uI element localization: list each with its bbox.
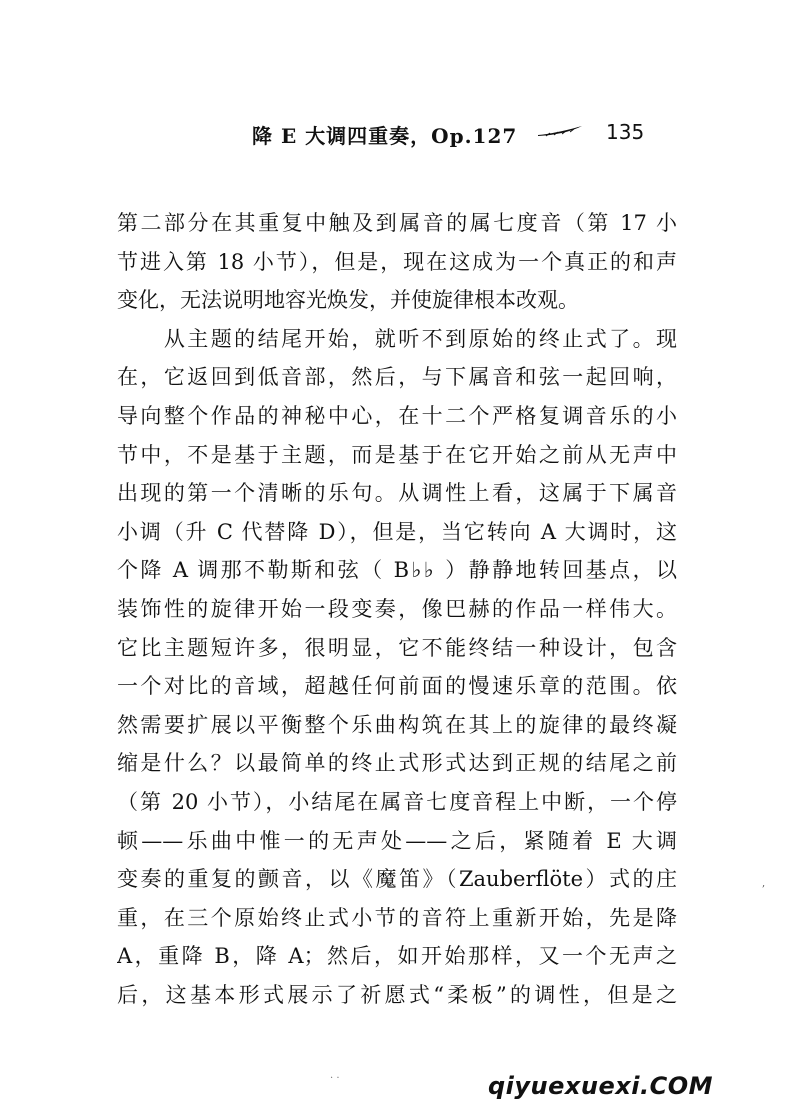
text-line: 个降 A 调那不勒斯和弦（ B♭♭ ）静静地转回基点，以 [117, 558, 677, 583]
text-line: 顿——乐曲中惟一的无声处——之后，紧随着 E 大调 [117, 828, 677, 853]
ornament-icon [536, 124, 584, 138]
text-line: 出现的第一个清晰的乐句。从调性上看，这属于下属音 [117, 481, 677, 506]
text-line: 它比主题短许多，很明显，它不能终结一种设计，包含 [117, 635, 677, 660]
text-line: 在，它返回到低音部，然后，与下属音和弦一起回响， [117, 365, 677, 390]
text-line: 节中，不是基于主题，而是基于在它开始之前从无声中 [117, 442, 677, 467]
text-line: 装饰性的旋律开始一段变奏，像巴赫的作品一样伟大。 [117, 596, 677, 621]
text-line: 第二部分在其重复中触及到属音的属七度音（第 17 小 [117, 211, 677, 235]
page-header [0, 118, 794, 154]
watermark: qiyuexuexi.COM [488, 1072, 713, 1100]
text-line: 小调（升 C 代替降 D），但是，当它转向 A 大调时，这 [117, 519, 677, 544]
text-line: 后，这基本形式展示了祈愿式“柔板”的调性，但是之 [117, 982, 677, 1007]
text-line: 变化，无法说明地容光焕发，并使旋律根本改观。 [117, 288, 579, 313]
text-line: A，重降 B，降 A；然后，如开始那样，又一个无声之 [117, 944, 677, 969]
text-line: 节进入第 18 小节），但是，现在这成为一个真正的和声 [117, 249, 677, 274]
stray-mark: , [762, 878, 766, 889]
stray-dots: . . [330, 1070, 340, 1081]
text-line: 缩是什么？以最简单的终止式形式达到正规的结尾之前 [117, 751, 677, 776]
text-line: 一个对比的音域，超越任何前面的慢速乐章的范围。依 [117, 674, 677, 699]
page-number: 135 [606, 120, 645, 144]
text-line: 变奏的重复的颤音，以《魔笛》（Zauberflöte）式的庄 [117, 867, 677, 892]
text-line: 重，在三个原始终止式小节的音符上重新开始，先是降 [117, 905, 677, 930]
running-title: 降 E 大调四重奏，Op.127 [252, 124, 518, 148]
text-line: 导向整个作品的神秘中心，在十二个严格复调音乐的小 [117, 403, 677, 428]
text-line: （第 20 小节），小结尾在属音七度音程上中断，一个停 [117, 789, 677, 814]
text-line: 从主题的结尾开始，就听不到原始的终止式了。现 [117, 326, 677, 351]
text-line: 然需要扩展以平衡整个乐曲构筑在其上的旋律的最终凝 [117, 712, 677, 737]
body-text [117, 204, 677, 1014]
